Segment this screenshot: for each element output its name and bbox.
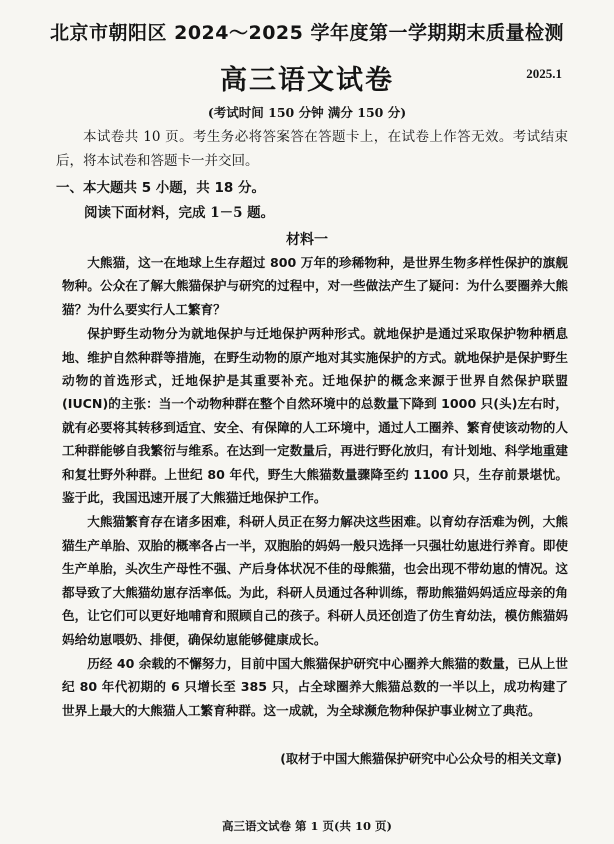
material-source: (取材于中国大熊猫保护研究中心公众号的相关文章) — [280, 752, 562, 766]
material-body — [62, 251, 568, 723]
section-instruction: 阅读下面材料，完成 1－5 题。 — [84, 205, 275, 221]
exam-intro: 本试卷共 10 页。考生务必将答案答在答题卡上，在试卷上作答无效。考试结束后，将本试卷和答题卡一并交回。 — [56, 129, 568, 169]
exam-header: 北京市朝阳区 2024～2025 学年度第一学期期末质量检测 — [50, 22, 564, 44]
paragraph: 保护野生动物分为就地保护与迁地保护两种形式。就地保护是通过采取保护物种栖息地、维护自然种群等措施，在野生动物的原产地对其实施保护的方式。就地保护是保护野生动物的首选形式，迁地保护是其重要补充。迁地保护的概念来源于世界自然保护联盟(IUCN)的主张：当一个动物种群在整个自然环境中的总数量下降到 1000 只(头)左右时，就有必要将其转移到适宜、安全、有保障的人工环境中，通过人工圈养、繁育使该动物的人工种群能够自我繁衍与维系。在达到一定数量后，再进行野化放归，有计划地、科学地重建和复壮野外种群。上世纪 80 年代，野生大熊猫数量骤降至约 1100 只，生存前景堪忧。鉴于此，我国迅速开展了大熊猫迁地保护工作。 — [62, 326, 568, 506]
paragraph: 历经 40 余载的不懈努力，目前中国大熊猫保护研究中心圈养大熊猫的数量，已从上世纪 80 年代初期的 6 只增长至 385 只，占全球圈养大熊猫总数的一半以上，成功构建了世界上最大的大熊猫人工繁育种群。这一成就，为全球濒危物种保护事业树立了典范。 — [62, 655, 568, 718]
page-footer: 高三语文试卷 第 1 页(共 10 页) — [222, 819, 392, 833]
paragraph: 大熊猫，这一在地球上生存超过 800 万年的珍稀物种，是世界生物多样性保护的旗舰物种。公众在了解大熊猫保护与研究的过程中，对一些做法产生了疑问：为什么要圈养大熊猫？为什么要实行人工繁育？ — [62, 255, 568, 317]
material-title: 材料一 — [286, 232, 328, 248]
exam-time-score: (考试时间 150 分钟 满分 150 分) — [207, 105, 407, 120]
section-heading: 一、本大题共 5 小题，共 18 分。 — [56, 180, 265, 196]
paragraph: 大熊猫繁育存在诸多困难，科研人员正在努力解决这些困难。以育幼存活难为例，大熊猫生产单胎、双胎的概率各占一半，双胞胎的妈妈一般只选择一只强壮幼崽进行养育。即使生产单胎，头次生产母性不强、产后身体状况不佳的母熊猫，也会出现不带幼崽的情况。这都导致了大熊猫幼崽存活率低。为此，科研人员通过各种训练，帮助熊猫妈妈适应母亲的角色，让它们可以更好地哺育和照顾自己的孩子。科研人员还创造了仿生育幼法，模仿熊猫妈妈给幼崽喂奶、排便，确保幼崽能够健康成长。 — [62, 514, 568, 647]
exam-title: 高三语文试卷 — [220, 65, 394, 96]
exam-date: 2025.1 — [526, 66, 562, 81]
